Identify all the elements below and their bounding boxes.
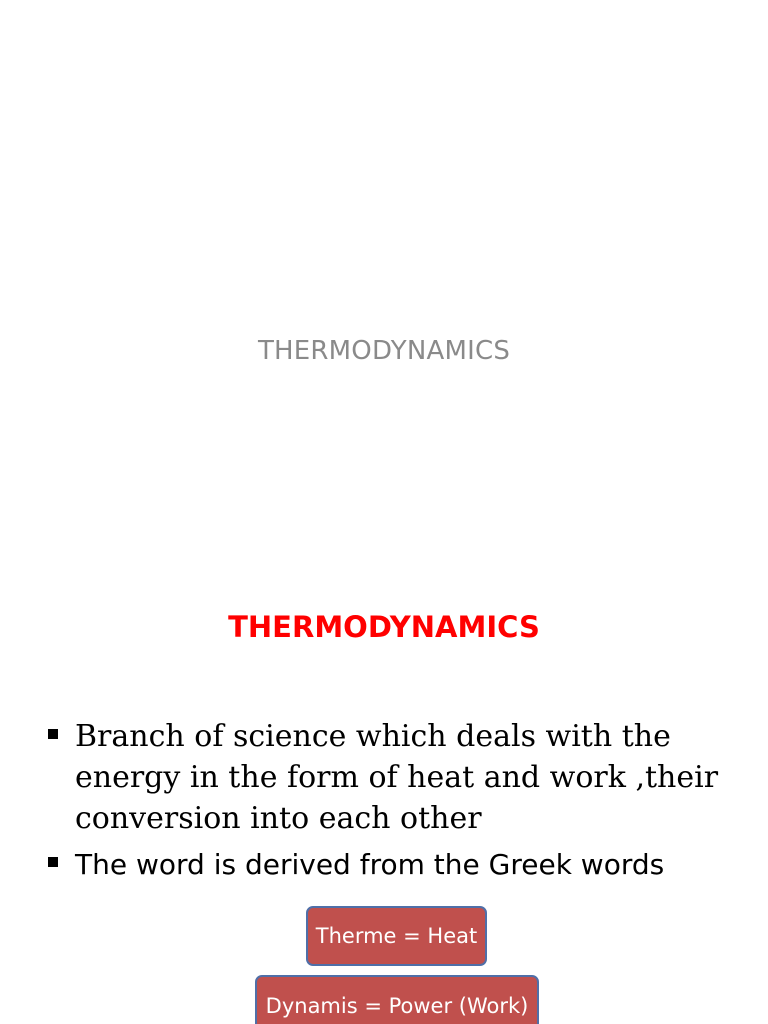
therme-heat-box: Therme = Heat [306,906,487,966]
bullet-text: The word is derived from the Greek words [75,848,665,881]
slide-2-title: THERMODYNAMICS [228,610,540,644]
bullet-text: Branch of science which deals with the energy in the form of heat and work ,their conversion into each other [75,719,719,836]
bullet-list [46,716,746,891]
bullet-item [46,716,746,839]
dynamis-power-box: Dynamis = Power (Work) [255,975,539,1024]
bullet-item [46,845,746,885]
square-bullet-icon [48,729,58,739]
square-bullet-icon [48,857,58,867]
slide-1-title: THERMODYNAMICS [257,336,511,366]
